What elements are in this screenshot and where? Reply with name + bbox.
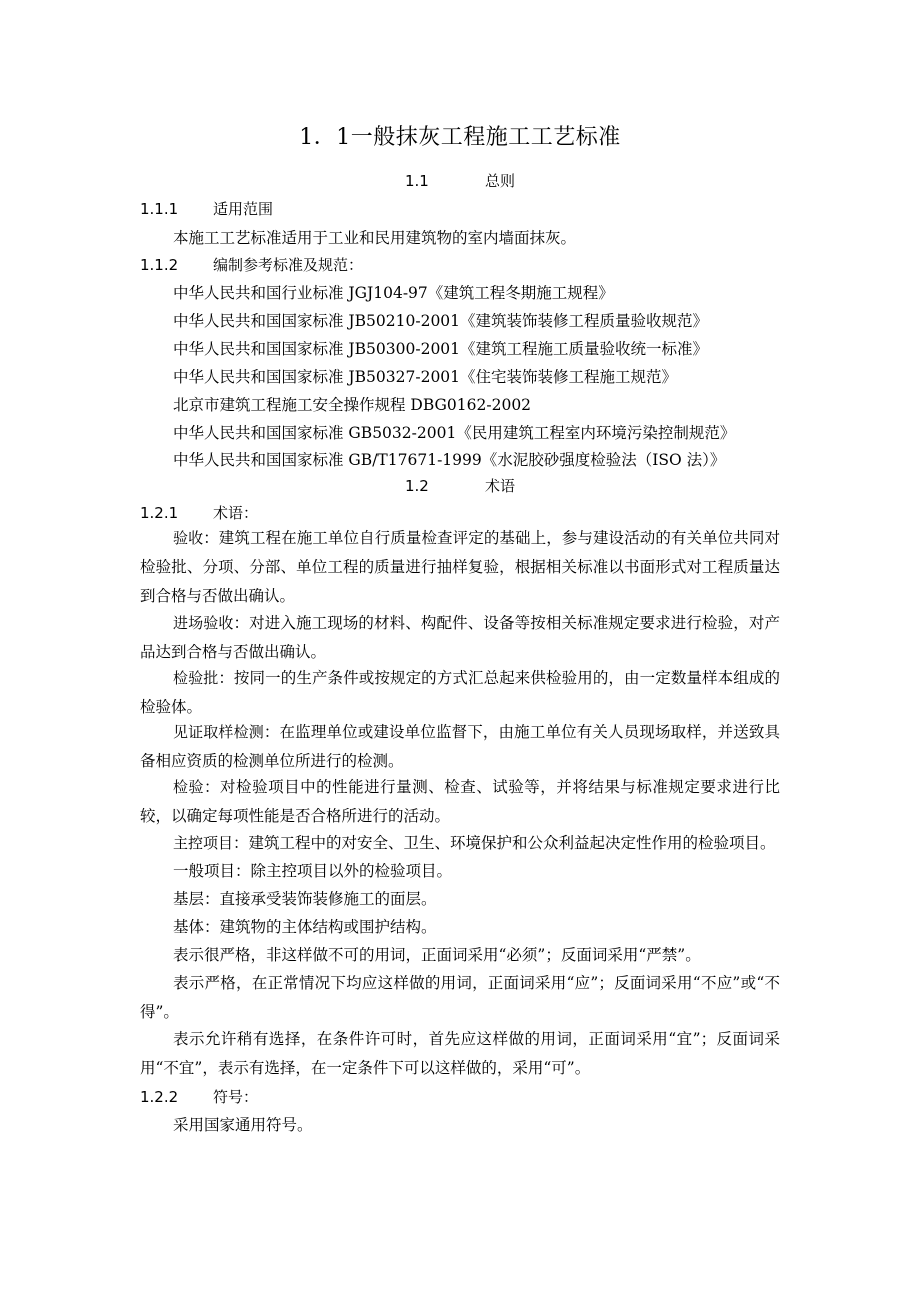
term-separator: ： xyxy=(204,918,220,936)
term-text: 按同一的生产条件或按规定的方式汇总起来供检验用的，由一定数量样本组成的检验体。 xyxy=(140,669,780,716)
term-text: 建筑物的主体结构或围护结构。 xyxy=(219,918,437,936)
term-separator: ： xyxy=(218,669,234,687)
scope-text: 本施工工艺标准适用于工业和民用建筑物的室内墙面抹灰。 xyxy=(173,229,577,247)
term-name: 验收 xyxy=(173,529,204,547)
subsection-heading-scope xyxy=(140,198,273,219)
term-text: 建筑工程在施工单位自行质量检查评定的基础上，参与建设活动的有关单位共同对检验批、分项、分部、单位工程的质量进行抽样复验，根据相关标准以书面形式对工程质量达到合格与否做出确认。 xyxy=(140,529,780,605)
term-separator: ： xyxy=(203,529,219,547)
subsection-heading-symbols xyxy=(140,1086,258,1107)
section-label: 术语 xyxy=(484,477,515,495)
reference-item: 北京市建筑工程施工安全操作规程 DBG0162-2002 xyxy=(173,396,532,414)
term-text: 对进入施工现场的材料、构配件、设备等按相关标准规定要求进行检验，对产品达到合格与否做出确认。 xyxy=(140,614,780,661)
term-separator: ： xyxy=(204,890,220,908)
term-text: 除主控项目以外的检验项目。 xyxy=(250,862,453,880)
term-name: 基层 xyxy=(173,890,205,908)
section-label: 总则 xyxy=(484,172,515,190)
wording-rule: 表示严格，在正常情况下均应这样做的用词，正面词采用“应”；反面词采用“不应”或“不得”。 xyxy=(140,974,780,1021)
term-definition xyxy=(140,609,780,667)
reference-item: 中华人民共和国行业标准 JGJ104-97《建筑工程冬期施工规程》 xyxy=(173,284,614,302)
term-separator: ： xyxy=(204,778,221,796)
term-definition xyxy=(140,718,780,776)
term-definition xyxy=(140,664,780,722)
subsection-number: 1.1.1 xyxy=(140,200,179,218)
term-name: 检验批 xyxy=(173,669,219,687)
subsection-label: 编制参考标准及规范： xyxy=(213,256,364,274)
term-definition xyxy=(140,524,780,611)
term-definition xyxy=(140,857,780,886)
term-text: 在监理单位或建设单位监督下，由施工单位有关人员现场取样，并送致具备相应资质的检测单位所进行的检测。 xyxy=(140,723,780,770)
term-definition xyxy=(140,885,780,914)
term-text: 直接承受装饰装修施工的面层。 xyxy=(219,890,437,908)
subsection-number: 1.2.1 xyxy=(140,504,179,522)
section-number: 1.2 xyxy=(404,477,429,495)
term-name: 主控项目 xyxy=(173,834,234,852)
term-separator: ： xyxy=(233,614,250,632)
wording-rule: 表示很严格，非这样做不可的用词，正面词采用“必须”；反面词采用“严禁”。 xyxy=(173,946,701,964)
term-name: 基体 xyxy=(173,918,205,936)
term-name: 进场验收 xyxy=(173,614,234,632)
term-text: 建筑工程中的对安全、卫生、环境保护和公众利益起决定性作用的检验项目。 xyxy=(248,834,776,852)
reference-item: 中华人民共和国国家标准 JB50210-2001《建筑装饰装修工程质量验收规范》 xyxy=(173,312,709,330)
term-separator: ： xyxy=(233,834,249,852)
subsection-number: 1.2.2 xyxy=(140,1088,179,1106)
term-separator: ： xyxy=(235,862,251,880)
reference-item: 中华人民共和国国家标准 GB5032-2001《民用建筑工程室内环境污染控制规范》 xyxy=(173,424,736,442)
document-title: 1．1一般抹灰工程施工工艺标准 xyxy=(299,125,621,150)
subsection-label: 适用范围 xyxy=(213,200,274,218)
reference-item: 中华人民共和国国家标准 JB50300-2001《建筑工程施工质量验收统一标准》 xyxy=(173,340,709,358)
reference-item: 中华人民共和国国家标准 JB50327-2001《住宅装饰装修工程施工规范》 xyxy=(173,368,678,386)
subsection-heading-references xyxy=(140,254,363,275)
section-number: 1.1 xyxy=(404,172,429,190)
wording-rule: 表示允许稍有选择，在条件许可时，首先应这样做的用词，正面词采用“宜”；反面词采用“不宜”，表示有选择，在一定条件下可以这样做的，采用“可”。 xyxy=(140,1030,780,1077)
subsection-label: 符号： xyxy=(213,1088,259,1106)
term-definition xyxy=(140,829,780,858)
subsection-number: 1.1.2 xyxy=(140,256,179,274)
symbol-text: 采用国家通用符号。 xyxy=(173,1116,313,1134)
subsection-label: 术语： xyxy=(213,504,259,522)
reference-item: 中华人民共和国国家标准 GB/T17671-1999《水泥胶砂强度检验法（ISO 法）》 xyxy=(173,451,726,469)
subsection-heading-terms xyxy=(140,502,258,523)
section-heading-terms xyxy=(0,475,920,496)
section-heading-general xyxy=(0,170,920,191)
term-definition xyxy=(140,913,780,942)
term-name: 见证取样检测 xyxy=(173,723,264,741)
term-definition xyxy=(140,773,780,831)
term-separator: ： xyxy=(263,723,280,741)
term-name: 检验 xyxy=(173,778,205,796)
term-name: 一般项目 xyxy=(173,862,236,880)
term-text: 对检验项目中的性能进行量测、检查、试验等，并将结果与标准规定要求进行比较，以确定每项性能是否合格所进行的活动。 xyxy=(140,778,780,825)
